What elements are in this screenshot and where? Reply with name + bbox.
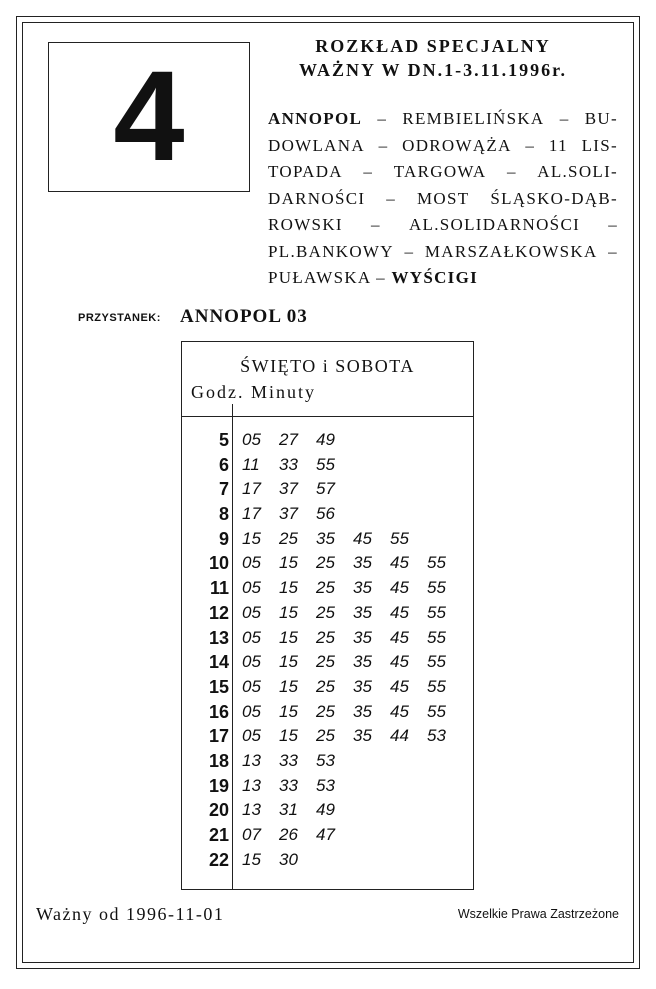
- minute-value: 35: [353, 602, 372, 622]
- minute-value: 15: [242, 528, 261, 548]
- minute-value: 17: [242, 479, 261, 499]
- minute-value: 05: [242, 578, 261, 598]
- table-row: [182, 650, 473, 675]
- route-word: –: [404, 241, 415, 261]
- minute-value: 55: [427, 676, 446, 696]
- minute-value: 45: [390, 652, 409, 672]
- minute-value: 17: [242, 504, 261, 524]
- minute-value: 55: [427, 578, 446, 598]
- route-word: REMBIELIŃSKA: [402, 109, 545, 128]
- minute-value: 55: [427, 652, 446, 672]
- route-word: MOST: [416, 188, 470, 208]
- minute-value: 05: [242, 553, 261, 573]
- route-description: [268, 106, 618, 292]
- minutes-column-header: Minuty: [251, 382, 317, 402]
- route-word: –: [506, 162, 517, 181]
- minute-value: 13: [242, 750, 261, 770]
- minutes-cell: [242, 823, 353, 847]
- minute-value: 55: [427, 627, 446, 647]
- table-row: [182, 823, 473, 848]
- route-word: ŚLĄSKO-DĄB-: [490, 188, 618, 208]
- table-row: [182, 848, 473, 873]
- minute-value: 53: [316, 750, 335, 770]
- stop-label: PRZYSTANEK:: [78, 312, 161, 324]
- minute-value: 15: [279, 676, 298, 696]
- route-line: [268, 159, 618, 186]
- minute-value: 05: [242, 652, 261, 672]
- minutes-cell: [242, 700, 464, 724]
- minutes-cell: [242, 601, 464, 625]
- hour-cell: 22: [208, 849, 229, 870]
- minute-value: 53: [427, 726, 446, 746]
- hour-cell: 16: [208, 701, 229, 722]
- minutes-cell: [242, 576, 464, 600]
- minute-value: 05: [242, 726, 261, 746]
- copyright-text: Wszelkie Prawa Zastrzeżone: [457, 907, 619, 921]
- minutes-cell: [242, 650, 464, 674]
- minute-value: 49: [316, 800, 335, 820]
- minute-value: 33: [279, 750, 298, 770]
- minutes-cell: [242, 502, 353, 526]
- route-word: –: [559, 109, 570, 128]
- minute-value: 35: [353, 627, 372, 647]
- minutes-cell: [242, 798, 353, 822]
- route-word: TOPADA: [268, 162, 343, 181]
- minute-value: 45: [390, 627, 409, 647]
- route-line: [268, 106, 618, 133]
- route-word: 11: [548, 135, 568, 155]
- minute-value: 35: [353, 676, 372, 696]
- hour-cell: 19: [208, 775, 229, 796]
- timetable-rows: [182, 428, 473, 872]
- minutes-cell: [242, 477, 353, 501]
- hour-cell: 15: [208, 676, 229, 697]
- minute-value: 25: [316, 726, 335, 746]
- minute-value: 05: [242, 701, 261, 721]
- table-row: [182, 477, 473, 502]
- minutes-cell: [242, 453, 353, 477]
- table-row: [182, 675, 473, 700]
- hour-cell: 13: [208, 627, 229, 648]
- minute-value: 37: [279, 504, 298, 524]
- route-line: [268, 265, 618, 292]
- special-schedule-validity: WAŻNY W DN.1-3.11.1996r.: [298, 60, 568, 80]
- minute-value: 47: [316, 825, 335, 844]
- minute-value: 35: [353, 726, 372, 746]
- table-row: [182, 749, 473, 774]
- route-word: ROWSKI: [268, 215, 343, 234]
- minutes-cell: [242, 626, 464, 650]
- hour-cell: 21: [208, 825, 229, 845]
- minute-value: 25: [316, 676, 335, 696]
- minutes-cell: [242, 724, 464, 748]
- route-word: BU-: [584, 109, 618, 128]
- minute-value: 35: [316, 528, 335, 548]
- table-row: [182, 601, 473, 626]
- minute-value: 49: [316, 430, 335, 449]
- hour-cell: 10: [208, 553, 229, 574]
- minute-value: 13: [242, 800, 261, 820]
- minute-value: 37: [279, 479, 298, 499]
- minute-value: 45: [353, 528, 372, 548]
- minute-value: 25: [279, 528, 298, 548]
- table-row: [182, 774, 473, 799]
- minute-value: 31: [279, 800, 298, 820]
- route-word: PUŁAWSKA –: [268, 268, 392, 287]
- minutes-cell: [242, 848, 316, 872]
- route-word: –: [378, 135, 389, 155]
- route-word: –: [525, 135, 536, 155]
- table-row: [182, 527, 473, 552]
- hour-cell: 9: [218, 528, 229, 549]
- minute-value: 33: [279, 775, 298, 795]
- table-row: [182, 798, 473, 823]
- route-word: –: [608, 215, 618, 234]
- minutes-cell: [242, 551, 464, 575]
- minute-value: 25: [316, 627, 335, 647]
- minute-value: 45: [390, 602, 409, 622]
- table-row: [182, 551, 473, 576]
- minute-value: 15: [279, 578, 298, 598]
- minute-value: 53: [316, 775, 335, 795]
- minutes-cell: [242, 527, 427, 551]
- route-line: [268, 186, 618, 213]
- minute-value: 05: [242, 602, 261, 622]
- minute-value: 11: [242, 454, 260, 474]
- minute-value: 15: [279, 602, 298, 622]
- minute-value: 35: [353, 652, 372, 672]
- minute-value: 55: [427, 602, 446, 622]
- hour-cell: 11: [209, 578, 229, 599]
- route-word: ANNOPOL: [268, 109, 363, 128]
- hour-cell: 12: [208, 602, 229, 623]
- minute-value: 45: [390, 553, 409, 573]
- minute-value: 15: [279, 627, 298, 647]
- minute-value: 25: [316, 701, 335, 721]
- minute-value: 33: [279, 454, 298, 474]
- minute-value: 55: [427, 701, 446, 721]
- minute-value: 55: [316, 454, 335, 474]
- route-word: –: [363, 162, 374, 181]
- minute-value: 05: [242, 627, 261, 647]
- hour-cell: 17: [208, 726, 229, 747]
- table-row: [182, 428, 473, 453]
- hour-cell: 8: [218, 504, 229, 525]
- hour-column-header: Godz.: [191, 382, 245, 402]
- minute-value: 25: [316, 602, 335, 622]
- route-line: [268, 239, 618, 266]
- minute-value: 15: [279, 701, 298, 721]
- day-type-title: ŚWIĘTO i SOBOTA: [240, 356, 415, 376]
- minute-value: 35: [353, 578, 372, 598]
- minute-value: 27: [279, 430, 298, 449]
- minute-value: 05: [242, 676, 261, 696]
- table-row: [182, 453, 473, 478]
- minute-value: 55: [427, 553, 446, 573]
- minute-value: 07: [242, 825, 261, 844]
- route-word: MARSZAŁKOWSKA: [424, 241, 598, 261]
- route-word: DARNOŚCI: [268, 188, 366, 208]
- minute-value: 15: [242, 849, 261, 869]
- route-word: –: [608, 241, 618, 261]
- minute-value: 35: [353, 701, 372, 721]
- minute-value: 15: [279, 652, 298, 672]
- route-line: [268, 133, 618, 160]
- minute-value: 30: [279, 849, 298, 869]
- route-word: –: [371, 215, 381, 234]
- route-line: [268, 212, 618, 239]
- minute-value: 05: [242, 430, 261, 449]
- line-number: 4: [113, 45, 185, 188]
- route-word: TARGOWA: [393, 162, 487, 181]
- minute-value: 35: [353, 553, 372, 573]
- minute-value: 45: [390, 676, 409, 696]
- route-word: –: [386, 188, 397, 208]
- minute-value: 44: [390, 726, 409, 746]
- minute-value: 25: [316, 553, 335, 573]
- route-word: AL.SOLI-: [537, 162, 618, 181]
- route-word: ODROWĄŻA: [402, 135, 512, 155]
- table-row: [182, 576, 473, 601]
- hour-cell: 6: [218, 454, 229, 475]
- line-number-box: [48, 42, 250, 192]
- route-terminus: WYŚCIGI: [391, 268, 479, 287]
- route-word: PL.BANKOWY: [268, 241, 394, 261]
- minute-value: 45: [390, 578, 409, 598]
- minutes-cell: [242, 749, 353, 773]
- minute-value: 57: [316, 479, 335, 499]
- route-word: LIS-: [581, 135, 618, 155]
- timetable: [181, 341, 474, 890]
- minute-value: 25: [316, 652, 335, 672]
- minute-value: 13: [242, 775, 261, 795]
- table-row: [182, 700, 473, 725]
- hour-cell: 5: [218, 430, 229, 450]
- minute-value: 55: [390, 528, 409, 548]
- route-word: DOWLANA: [268, 135, 365, 155]
- column-headers: [191, 382, 316, 403]
- special-schedule-title: ROZKŁAD SPECJALNY: [315, 36, 551, 56]
- minute-value: 25: [316, 578, 335, 598]
- hour-cell: 18: [208, 750, 229, 771]
- valid-from-text: Ważny od 1996-11-01: [36, 904, 225, 924]
- table-row: [182, 724, 473, 749]
- minute-value: 56: [316, 504, 335, 524]
- route-word: –: [377, 109, 388, 128]
- special-schedule-heading: [268, 34, 598, 82]
- minutes-cell: [242, 675, 464, 699]
- timetable-header: [182, 342, 473, 417]
- minute-value: 26: [279, 825, 298, 844]
- hour-cell: 20: [208, 800, 229, 821]
- table-row: [182, 502, 473, 527]
- minute-value: 15: [279, 553, 298, 573]
- minute-value: 15: [279, 726, 298, 746]
- route-word: AL.SOLIDARNOŚCI: [408, 215, 581, 234]
- hour-cell: 7: [218, 479, 229, 500]
- hour-cell: 14: [208, 652, 229, 673]
- minute-value: 45: [390, 701, 409, 721]
- minutes-cell: [242, 428, 353, 452]
- minutes-cell: [242, 774, 353, 798]
- table-row: [182, 626, 473, 651]
- stop-name: ANNOPOL 03: [180, 306, 308, 327]
